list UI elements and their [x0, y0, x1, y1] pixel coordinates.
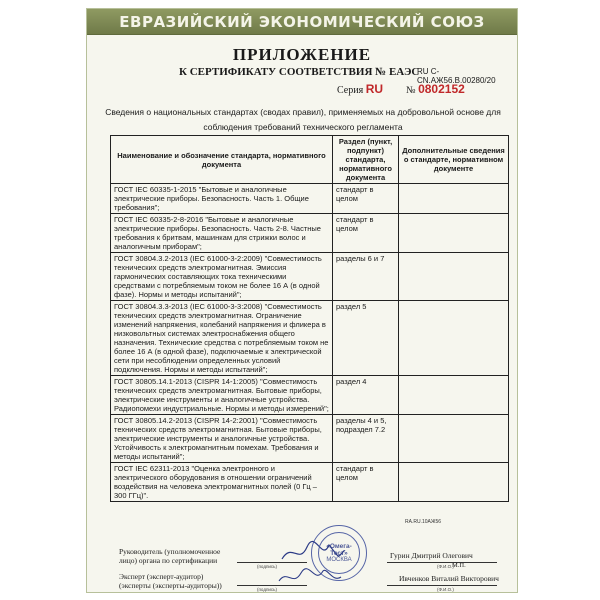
standard-name-cell: ГОСТ IEC 62311-2013 "Оценка электронного и электрического оборудования в отношении ограничений воздействия на человека электромагнитных полей (0 Гц – 300 ГГц)". [111, 463, 333, 502]
head-fio-caption: (Ф.И.О.) [437, 564, 454, 569]
standard-name-cell: ГОСТ 30804.3.2-2013 (IEC 61000-3-2:2009) "Совместимость технических средств электромагнитная. Эмиссия гармонических составляющих тока техническими средствами с потребляемым током не более 16 А (в одной фазе). Нормы и методы испытаний"; [111, 253, 333, 301]
certificate-number: RU С-CN.АЖ56.В.00280/20 [417, 67, 496, 85]
section-cell: разделы 4 и 5, подраздел 7.2 [333, 415, 399, 463]
annex-subtitle [179, 66, 419, 78]
extra-cell [399, 376, 509, 415]
series-label: Серия [337, 85, 364, 96]
certificate-annex-sheet [86, 8, 518, 593]
section-cell: разделы 6 и 7 [333, 253, 399, 301]
table-header-row [111, 136, 509, 184]
expert-label: Эксперт (эксперт-аудитор) (эксперты (эксперты-аудиторы)) [119, 572, 222, 590]
series-row [337, 82, 465, 96]
head-signature-caption: (подпись) [257, 564, 278, 569]
table-row [111, 463, 509, 502]
standard-name-cell: ГОСТ 30805.14.1-2013 (CISPR 14-1:2005) "Совместимость технических средств электромагнитная. Бытовые приборы, электрические инструменты и аналогичные устройства. Радиопомехи индустриальные. Нормы и методы измерений"; [111, 376, 333, 415]
banner-text: ЕВРАЗИЙСКИЙ ЭКОНОМИЧЕСКИЙ СОЮЗ [119, 12, 485, 31]
seal-organization-name: «Омега-Тест» [326, 543, 352, 557]
header-section: Раздел (пункт, подпункт) стандарта, нормативного документа [333, 136, 399, 184]
table-row [111, 301, 509, 376]
extra-cell [399, 463, 509, 502]
expert-name-line [387, 585, 497, 586]
number-label: № [406, 85, 416, 96]
extra-cell [399, 253, 509, 301]
section-cell: раздел 4 [333, 376, 399, 415]
section-cell: стандарт в целом [333, 214, 399, 253]
header-standard-name: Наименование и обозначение стандарта, нормативного документа [111, 136, 333, 184]
table-row [111, 415, 509, 463]
standard-name-cell: ГОСТ IEC 60335-1-2015 "Бытовые и аналогичные электрические приборы. Безопасность. Часть 1. Общие требования"; [111, 184, 333, 214]
intro-text: Сведения о национальных стандартах (сводах правил), применяемых на добровольной основе для соблюдения требований технического регламента [105, 107, 501, 132]
header-extra-info: Дополнительные сведения о стандарте, нормативном документе [399, 136, 509, 184]
subtitle-text: К СЕРТИФИКАТУ СООТВЕТСТВИЯ № [179, 66, 387, 78]
mp-mark: М.П. [452, 562, 466, 569]
head-name-line [387, 562, 497, 563]
head-name: Гурин Дмитрий Олегович [390, 551, 473, 560]
section-cell: раздел 5 [333, 301, 399, 376]
seal-city: МОСКВА [326, 557, 352, 563]
expert-name: Ивченков Виталий Викторович [399, 574, 499, 583]
section-cell: стандарт в целом [333, 463, 399, 502]
form-number: 0802152 [418, 82, 465, 96]
standard-name-cell: ГОСТ IEC 60335-2-8-2016 "Бытовые и аналогичные электрические приборы. Безопасность. Часть 2-8. Частные требования к бритвам, машинкам для стрижки волос и аналогичным приборам"; [111, 214, 333, 253]
annex-title: ПРИЛОЖЕНИЕ [232, 45, 372, 64]
standard-name-cell: ГОСТ 30804.3.3-2013 (IEC 61000-3-3:2008) "Совместимость технических средств электромагнитная. Ограничение изменений напряжения, колебаний напряжения и фликера в низковольтных системах электроснабжения общего назначения. Технические средства с потребляемым током не более 16 А (в одной фазе), подключаемые к электрической сети при несоблюдении определенных условий подключения. Нормы и методы испытаний"; [111, 301, 333, 376]
table-row [111, 376, 509, 415]
expert-fio-caption: (Ф.И.О.) [437, 587, 454, 592]
extra-cell [399, 415, 509, 463]
extra-cell [399, 184, 509, 214]
standard-name-cell: ГОСТ 30805.14.2-2013 (CISPR 14-2:2001) "Совместимость технических средств электромагнитная. Бытовые приборы, электрические инструменты и аналогичные устройства. Устойчивость к электромагнитным помехам. Требования и методы испытаний"; [111, 415, 333, 463]
series-value: RU [365, 82, 384, 96]
table-row [111, 253, 509, 301]
expert-signature-caption: (подпись) [257, 587, 278, 592]
standards-table [110, 135, 509, 502]
seal-registration: RA.RU.10АЖ56 [405, 519, 442, 525]
eaeu-banner [87, 9, 517, 35]
seal-inner-ring [318, 532, 360, 574]
table-row [111, 214, 509, 253]
head-label: Руководитель (уполномоченное лицо) органа по сертификации [119, 547, 221, 565]
table-row [111, 184, 509, 214]
organization-seal [311, 525, 367, 581]
section-cell: стандарт в целом [333, 184, 399, 214]
extra-cell [399, 214, 509, 253]
extra-cell [399, 301, 509, 376]
subtitle-code: ЕАЭС [388, 66, 420, 78]
